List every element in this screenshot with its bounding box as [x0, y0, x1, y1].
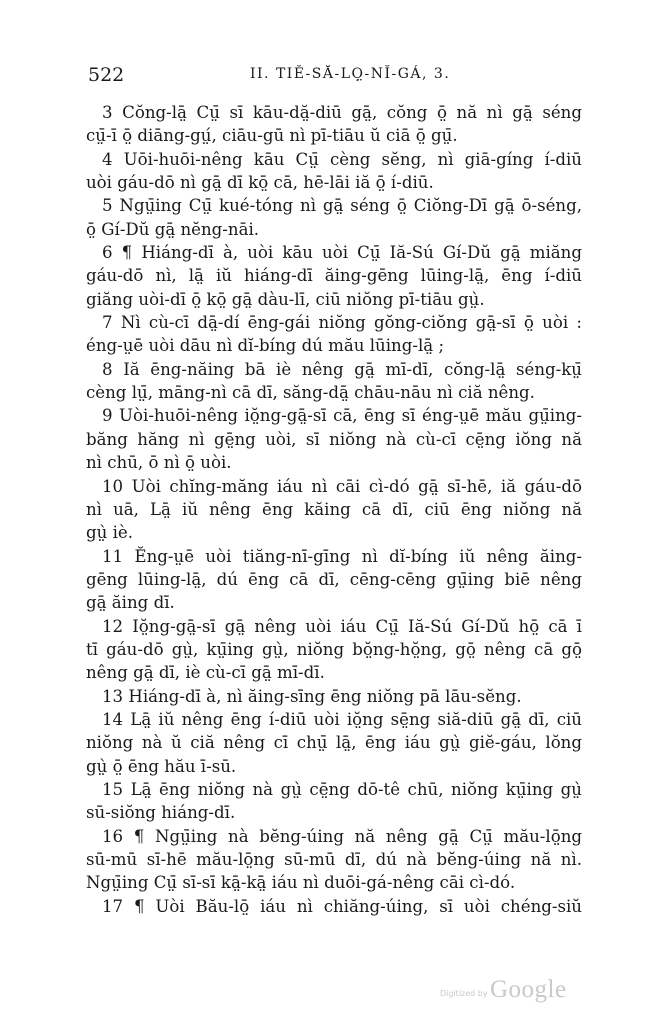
text-line: 3 Cŏng-lā̤ Cṳ̄ sī kāu-dă̤-diū gā̤, cŏng ō̤ nă nì gā̤ séng	[102, 103, 582, 122]
text-line: 17 ¶ Uòi Bău-lō̤ iáu nì chiăng-úing, sī uòi chéng-siŭ	[102, 896, 582, 916]
text-line: sū-mū sī-hē mău-lō̤ng sū-mū dī, dú nà bĕng-úing nă nì.	[86, 850, 582, 869]
running-title: II. TIĔ-SĂ-LỌ̤-NĬ-GÁ, 3.	[250, 66, 451, 82]
text-line: ō̤ Gí-Dŭ gā̤ nĕng-nāi.	[86, 219, 260, 239]
text-line: nì chū, ō nì ō̤ uòi.	[86, 453, 232, 473]
google-logo: Google	[490, 976, 567, 1003]
text-line: 12 Iŏ̤ng-gā̤-sī gā̤ nêng uòi iáu Cṳ̄ Iă-Sú Gí-Dŭ hō̤ cā ī	[102, 616, 582, 636]
text-line: gáu-dō nì, lā̤ iŭ hiáng-dī ăing-gēng lūing-lā̤, ēng í-diū	[86, 266, 582, 286]
text-line: băng hăng nì gē̤ng uòi, sī niŏng nà cù-cī cē̤ng iŏng nă	[86, 429, 582, 449]
text-line: 15 Lā̤ ēng niŏng nà gṳ̀ cē̤ng dō-tê chū, niŏng kṳ̄ing gṳ̀	[102, 779, 582, 799]
page-header	[88, 64, 578, 90]
text-line: 7 Nì cù-cī dā̤-dí ēng-gái niŏng gŏng-ciŏng gā̤-sī ō̤ uòi :	[102, 313, 582, 333]
text-line: 5 Ngṳ̄ing Cṳ̄ kué-tóng nì gā̤ séng ō̤ Ciŏng-Dī gā̤ ō-séng,	[102, 196, 582, 216]
text-line: uòi gáu-dō nì gā̤ dī kō̤ cā, hē-lāi iă ō̤ í-diū.	[86, 173, 434, 193]
text-line: nì uā, Lā̤ iŭ nêng ēng kăing cā dī, ciū ēng niŏng nă	[86, 499, 582, 519]
text-line: gṳ̀ iè.	[86, 523, 133, 543]
text-line: 4 Uōi-huōi-nêng kāu Cṳ̄ cèng sĕng, nì giā-gíng í-diū	[102, 149, 582, 169]
text-line: nêng gā̤ dī, iè cù-cī gā̤ mī-dī.	[86, 663, 325, 683]
text-line: Ngṳ̄ing Cṳ̄ sī-sī kā̤-kā̤ iáu nì duōi-gá-nêng cāi cì-dó.	[86, 873, 516, 893]
digitized-watermark	[440, 976, 590, 1006]
text-line: 16 ¶ Ngṳ̄ing nà bĕng-úing nă nêng gā̤ Cṳ̄ mău-lō̤ng	[102, 826, 582, 846]
text-line: niŏng nà ŭ ciă nêng cī chṳ̄ lā̤, ēng iáu gṳ̀ giĕ-gáu, lŏng	[86, 733, 582, 753]
text-line: gā̤ ăing dī.	[86, 593, 175, 613]
text-line: éng-ṳē uòi dāu nì dĭ-bíng dú mău lūing-lā̤ ;	[86, 336, 445, 356]
text-line: giăng uòi-dī ō̤ kō̤ gā̤ dàu-lī, ciū niŏng pī-tiāu gṳ̀.	[86, 289, 485, 309]
text-line: gṳ̀ ō̤ ēng hău ī-sū.	[86, 756, 237, 776]
text-line: tī gáu-dō gṳ̀, kṳ̄ing gṳ̀, niŏng bŏ̤ng-hŏ̤ng, gō̤ nêng cā gō̤	[86, 639, 582, 659]
text-line: gēng lūing-lā̤, dú ēng cā dī, cēng-cēng gṳ̄ing biē nêng	[86, 569, 582, 589]
text-line: cèng lṳ̄, māng-nì cā dī, săng-dā̤ chāu-nāu nì ciă nêng.	[86, 383, 535, 403]
text-line: 9 Uòi-huōi-nêng iŏ̤ng-gā̤-sī cā, ēng sī éng-ṳē mău gṳ̄ing-	[102, 406, 582, 426]
body-text	[86, 101, 582, 918]
text-line: 13 Hiáng-dī à, nì ăing-sīng ēng niŏng pā lāu-sĕng.	[102, 686, 522, 706]
text-line: cṳ̄-ī ō̤ diāng-gṳ́, ciāu-gū nì pī-tiāu ŭ ciā ō̤ gṳ̄.	[86, 126, 458, 146]
text-line: 10 Uòi chĭng-măng iáu nì cāi cì-dó gā̤ sī-hē, iă gáu-dō	[102, 476, 582, 496]
text-line: 6 ¶ Hiáng-dī à, uòi kāu uòi Cṳ̄ Iă-Sú Gí-Dŭ gā̤ miăng	[102, 243, 582, 263]
text-line: 14 Lā̤ iŭ nêng ēng í-diū uòi iŏ̤ng sē̤ng siă-diū gā̤ dī, ciū	[102, 709, 582, 729]
text-line: sū-siŏng hiáng-dī.	[86, 803, 236, 823]
text-line: 11 Ĕng-ṳē uòi tiăng-nī-gīng nì dĭ-bíng iŭ nêng ăing-	[102, 546, 582, 566]
watermark-caption: Digitized by	[440, 989, 488, 998]
text-line: 8 Iă ēng-năing bā iè nêng gā̤ mī-dī, cŏng-lā̤ séng-kṳ̄	[102, 359, 582, 379]
page-number: 522	[88, 64, 125, 86]
